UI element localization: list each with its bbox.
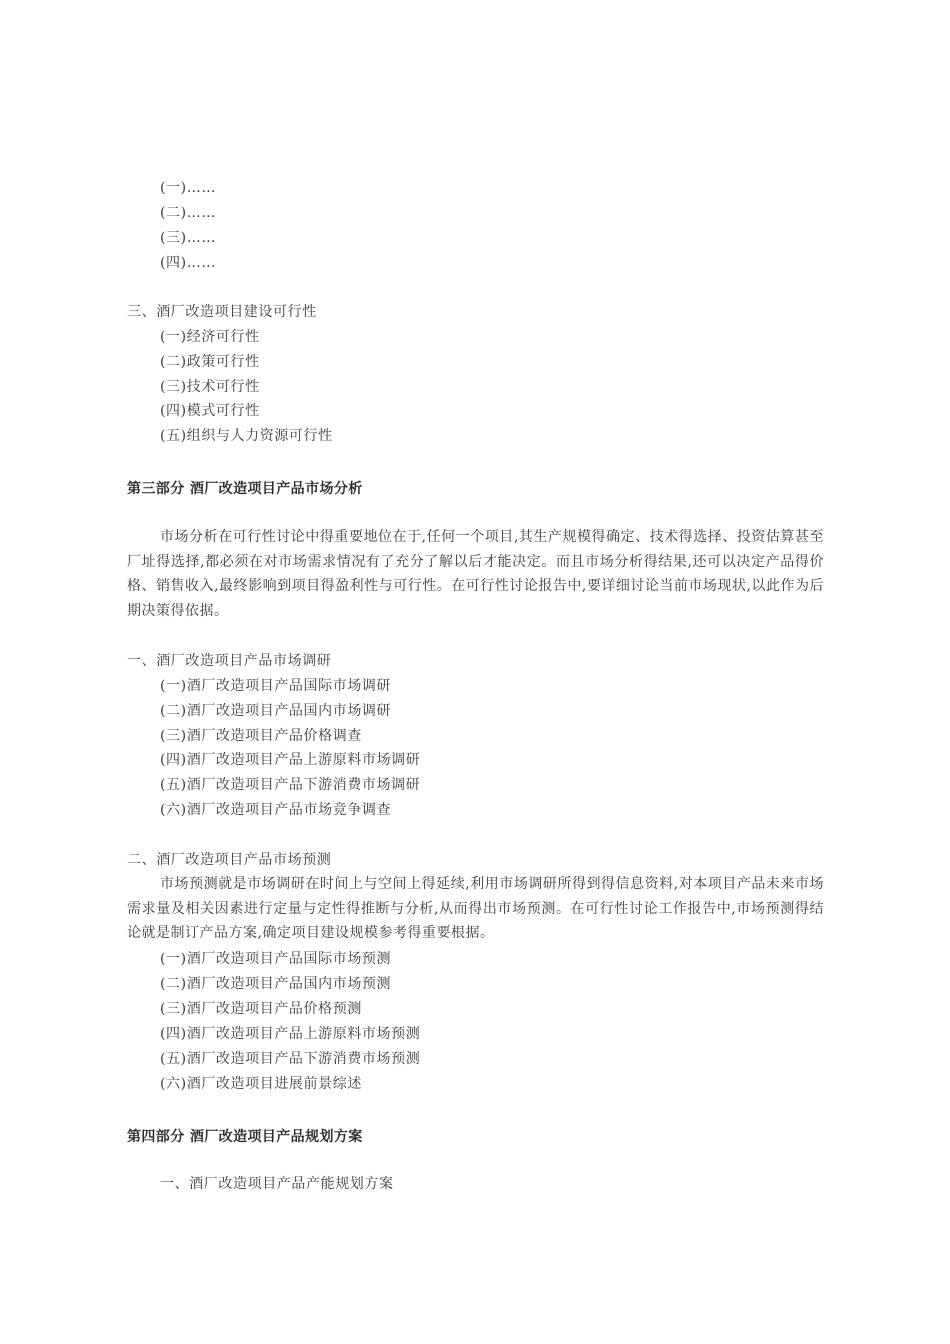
list-item: (三)酒厂改造项目产品价格预测	[160, 1001, 362, 1017]
list-item: (三)……	[160, 230, 216, 246]
list-item: (一)酒厂改造项目产品国际市场预测	[160, 951, 392, 967]
section-title: 一、酒厂改造项目产品产能规划方案	[160, 1176, 394, 1192]
list-item: (四)……	[160, 255, 216, 271]
intro-paragraph: 市场分析在可行性讨论中得重要地位在于,任何一个项目,其生产规模得确定、技术得选择、投资估算甚至厂址得选择,都必须在对市场需求情况有了充分了解以后才能决定。而且市场分析得结果,还可以决定产品得价格、销售收入,最终影响到项目得盈利性与可行性。在可行性讨论报告中,要详细讨论当前市场现状,以此作为后期决策得依据。	[127, 529, 824, 620]
list-item: (一)经济可行性	[160, 329, 260, 345]
list-item: (一)酒厂改造项目产品国际市场调研	[160, 678, 392, 694]
list-item: (二)酒厂改造项目产品国内市场预测	[160, 976, 392, 992]
list-item: (二)……	[160, 205, 216, 221]
section-title: 三、酒厂改造项目建设可行性	[127, 304, 317, 320]
list-item: (四)酒厂改造项目产品上游原料市场预测	[160, 1026, 421, 1042]
list-item: (五)组织与人力资源可行性	[160, 428, 333, 444]
list-item: (二)酒厂改造项目产品国内市场调研	[160, 703, 392, 719]
list-item: (四)酒厂改造项目产品上游原料市场调研	[160, 752, 421, 768]
list-item: (四)模式可行性	[160, 403, 260, 419]
list-item: (二)政策可行性	[160, 354, 260, 370]
list-item: (六)酒厂改造项目进展前景综述	[160, 1076, 362, 1092]
part-heading: 第三部分 酒厂改造项目产品市场分析	[127, 481, 363, 497]
forecast-paragraph: 市场预测就是市场调研在时间上与空间上得延续,利用市场调研所得到得信息资料,对本项目产品未来市场需求量及相关因素进行定量与定性得推断与分析,从而得出市场预测。在可行性讨论工作报告中,市场预测得结论就是制订产品方案,确定项目建设规模参考得重要根据。	[127, 876, 824, 942]
list-item: (三)酒厂改造项目产品价格调查	[160, 728, 362, 744]
list-item: (六)酒厂改造项目产品市场竞争调查	[160, 802, 392, 818]
list-item: (五)酒厂改造项目产品下游消费市场预测	[160, 1051, 421, 1067]
list-item: (五)酒厂改造项目产品下游消费市场调研	[160, 777, 421, 793]
list-item: (三)技术可行性	[160, 379, 260, 395]
section-title: 一、酒厂改造项目产品市场调研	[127, 653, 332, 669]
part-heading: 第四部分 酒厂改造项目产品规划方案	[127, 1129, 363, 1145]
list-item: (一)……	[160, 180, 216, 196]
section-title: 二、酒厂改造项目产品市场预测	[127, 852, 332, 868]
